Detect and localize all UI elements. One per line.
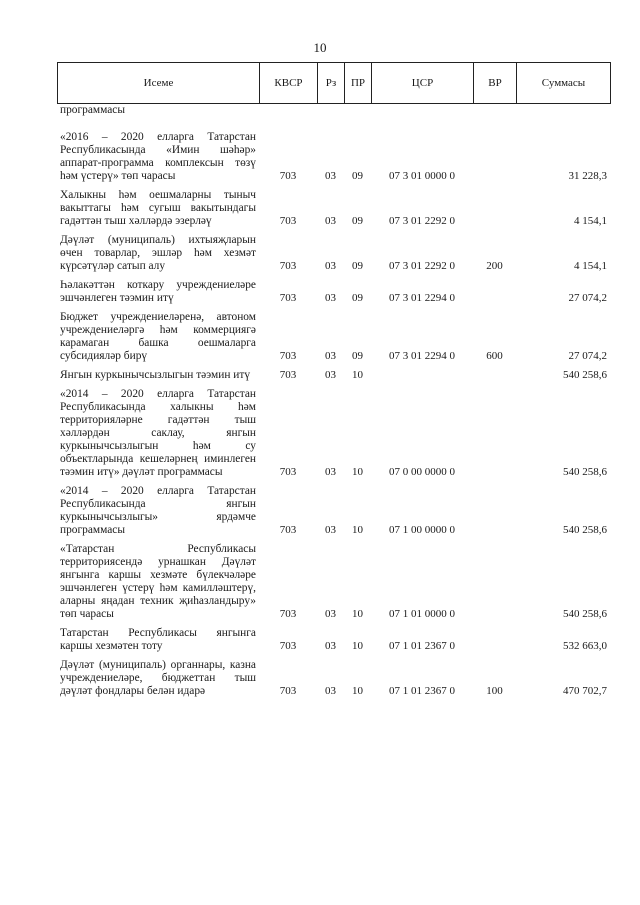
- header-rz: Рз: [318, 63, 345, 103]
- page-number: 10: [313, 40, 327, 55]
- table-row: [57, 388, 611, 479]
- table-row: [57, 189, 611, 228]
- cell-name: Бюджет учреждениеләренә, автоном учреждениеләргә һәм коммерциягә карамаган башка оешмаларга субсидияләр бирү: [60, 311, 256, 362]
- header-name: Исеме: [58, 63, 260, 103]
- cell-name: Татарстан Республикасы янгынга каршы хезмәтен тоту: [60, 627, 256, 652]
- cell-kvsr: 703: [279, 685, 297, 697]
- cell-sum: 27 074,2: [568, 350, 607, 362]
- cell-name: Дәүләт (муниципаль) ихтыяҗларын өчен товарлар, эшләр һәм хезмәт күрсәтүләр сатып алу: [60, 234, 256, 272]
- cell-rz: 03: [325, 292, 336, 304]
- table-row: [57, 131, 611, 183]
- cell-rz: 03: [325, 608, 336, 620]
- cell-rz: 03: [325, 170, 336, 182]
- cell-pr: 10: [352, 640, 363, 652]
- cell-name: Янгын куркынычсызлыгын тәэмин итү: [60, 369, 251, 381]
- cell-csr: 07 0 00 0000 0: [389, 466, 455, 478]
- cell-kvsr: 703: [279, 215, 297, 227]
- header-csr: ЦСР: [372, 63, 474, 103]
- cell-rz: 03: [325, 685, 336, 697]
- cell-vr: 100: [486, 685, 503, 697]
- cell-csr: 07 3 01 0000 0: [389, 170, 455, 182]
- cell-name: программасы: [60, 104, 126, 116]
- table-row: [57, 234, 611, 273]
- cell-sum: 4 154,1: [574, 260, 607, 272]
- cell-csr: 07 3 01 2292 0: [389, 260, 455, 272]
- cell-rz: 03: [325, 350, 336, 362]
- cell-pr: 09: [352, 170, 363, 182]
- cell-csr: 07 3 01 2292 0: [389, 215, 455, 227]
- cell-kvsr: 703: [279, 608, 297, 620]
- cell-rz: 03: [325, 466, 336, 478]
- cell-name: «2016 – 2020 елларга Татарстан Республикасында «Имин шәһәр» аппарат-программа комплексын төзү һәм үстерү» төп чарасы: [60, 131, 256, 182]
- table-row: [57, 311, 611, 363]
- table-row: [57, 369, 611, 382]
- cell-kvsr: 703: [279, 369, 297, 381]
- cell-rz: 03: [325, 369, 336, 381]
- cell-pr: 09: [352, 260, 363, 272]
- cell-pr: 10: [352, 466, 363, 478]
- cell-rz: 03: [325, 524, 336, 536]
- cell-name: Һәлакәттән коткару учреждениеләре эшчәнлеген тәэмин итү: [60, 279, 256, 304]
- cell-sum: 470 702,7: [563, 685, 607, 697]
- cell-sum: 540 258,6: [563, 466, 607, 478]
- cell-name: «2014 – 2020 елларга Татарстан Республикасында халыкны һәм территорияләрне гадәттән тыш хәлләрдән саклау, янгын куркынычсызлыгын һәм су объектларында кешеләрнең иминлеген тәэмин итү» дәүләт программасы: [60, 388, 256, 478]
- cell-rz: 03: [325, 215, 336, 227]
- cell-kvsr: 703: [279, 350, 297, 362]
- cell-csr: 07 1 01 2367 0: [389, 640, 455, 652]
- cell-sum: 4 154,1: [574, 215, 607, 227]
- cell-kvsr: 703: [279, 640, 297, 652]
- cell-sum: 540 258,6: [563, 524, 607, 536]
- cell-vr: 600: [486, 350, 503, 362]
- cell-csr: 07 3 01 2294 0: [389, 292, 455, 304]
- cell-pr: 09: [352, 292, 363, 304]
- cell-rz: 03: [325, 260, 336, 272]
- cell-pr: 10: [352, 524, 363, 536]
- cell-kvsr: 703: [279, 524, 297, 536]
- cell-sum: 540 258,6: [563, 608, 607, 620]
- cell-sum: 31 228,3: [568, 170, 607, 182]
- cell-sum: 540 258,6: [563, 369, 607, 381]
- cell-vr: 200: [486, 260, 503, 272]
- table-row: [57, 104, 611, 117]
- table-row: [57, 627, 611, 653]
- header-vr: ВР: [474, 63, 517, 103]
- cell-csr: 07 1 01 0000 0: [389, 608, 455, 620]
- cell-kvsr: 703: [279, 292, 297, 304]
- cell-csr: 07 1 00 0000 0: [389, 524, 455, 536]
- cell-pr: 10: [352, 608, 363, 620]
- cell-pr: 10: [352, 685, 363, 697]
- table-header: [57, 62, 611, 104]
- header-pr: ПР: [345, 63, 372, 103]
- table-row: [57, 543, 611, 621]
- cell-kvsr: 703: [279, 170, 297, 182]
- header-sum: Суммасы: [541, 77, 586, 89]
- cell-pr: 10: [352, 369, 363, 381]
- table-row: [57, 485, 611, 537]
- cell-rz: 03: [325, 640, 336, 652]
- cell-pr: 09: [352, 215, 363, 227]
- cell-name: Дәүләт (муниципаль) органнары, казна учреждениеләре, бюджеттан тыш дәүләт фондлары белән идарә: [60, 659, 256, 697]
- table-body: [57, 104, 611, 704]
- cell-name: Халыкны һәм оешмаларны тыныч вакыттагы һәм сугыш вакытындагы гадәттән тыш хәлләрдә эзерләү: [60, 189, 256, 227]
- table-row: [57, 279, 611, 305]
- header-kvsr: КВСР: [260, 63, 318, 103]
- cell-kvsr: 703: [279, 466, 297, 478]
- cell-sum: 532 663,0: [563, 640, 607, 652]
- cell-csr: 07 1 01 2367 0: [389, 685, 455, 697]
- cell-csr: 07 3 01 2294 0: [389, 350, 455, 362]
- cell-name: «Татарстан Республикасы территориясендә урнашкан Дәүләт янгынга каршы хезмәте бүлекчәләре эшчәнлеген үстерү һәм камилләштерү, аларны яңадан техник җиһазландыру» төп чарасы: [60, 543, 256, 620]
- cell-kvsr: 703: [279, 260, 297, 272]
- table-row: [57, 659, 611, 698]
- cell-pr: 09: [352, 350, 363, 362]
- cell-name: «2014 – 2020 елларга Татарстан Республикасында янгын куркынычсызлыгы» ярдәмче программасы: [60, 485, 256, 536]
- cell-sum: 27 074,2: [568, 292, 607, 304]
